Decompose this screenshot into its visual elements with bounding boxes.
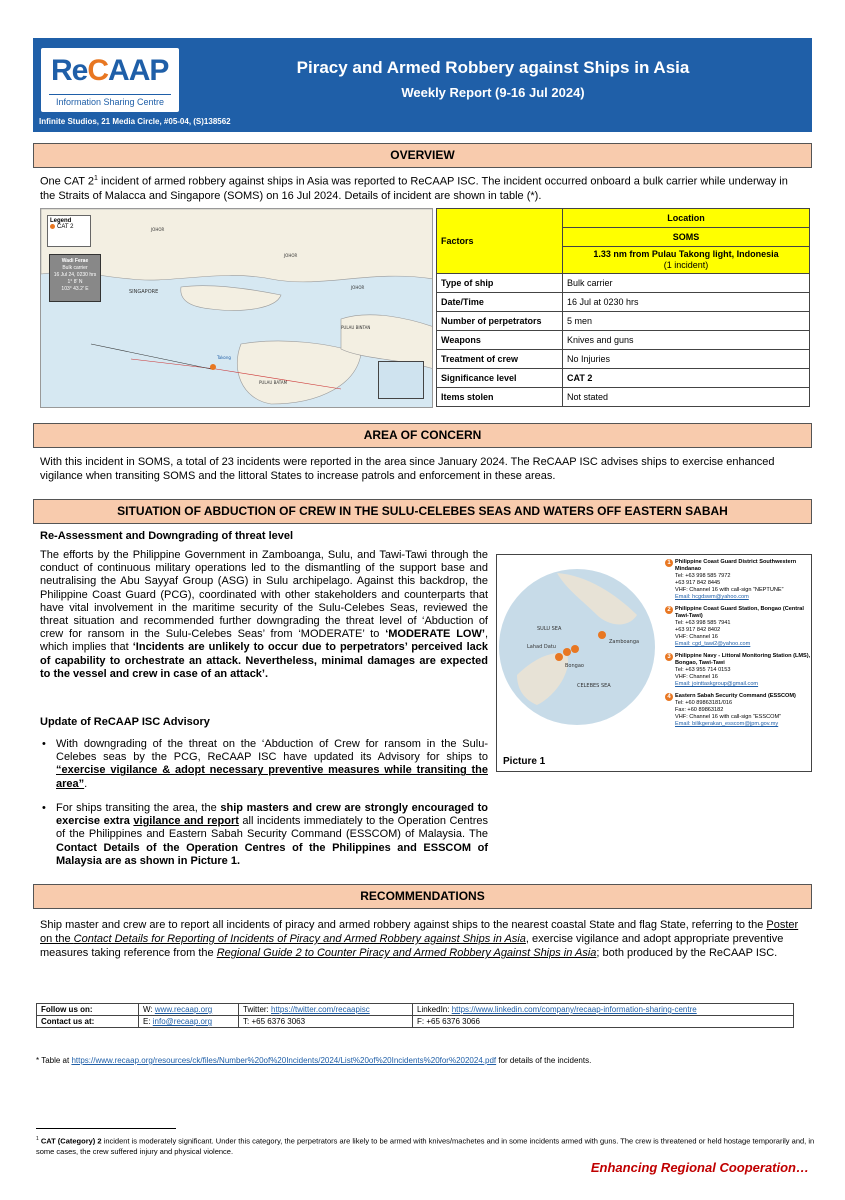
linkedin-link[interactable]: https://www.linkedin.com/company/recaap-information-sharing-centre xyxy=(451,1005,697,1014)
table-row: Items stolen Not stated xyxy=(437,388,810,407)
overview-text: One CAT $2^1$ incident of armed robbery against ships in Asia was reported to ReCAAP ISC. The incident occurred onboard a bulk carrier while underway in the Straits of Malacca and Singapore (SOMS) on 16 Jul 2024. Details of incident are shown in table (*). xyxy=(40,175,788,202)
contact-item: 1 Philippine Coast Guard District Southwestern Mindanao Tel: +63 998 585 7972 +63 917 842 8445 VHF: Channel 16 with call-sign “NEPTUNE” Email: hcgdswm@yahoo.com xyxy=(665,559,811,601)
advisory-heading: Update of ReCAAP ISC Advisory xyxy=(40,716,210,728)
telephone: T: +65 6376 3063 xyxy=(239,1016,413,1028)
contact-item: 4 Eastern Sabah Security Command (ESSCOM) Tel: +60 89863181/016 Fax: +60 89863182 VHF: Channel 16 with call-sign “ESSCOM” Email: bilikgerakan_esscom@jpm.gov.my xyxy=(665,693,811,728)
address: Infinite Studios, 21 Media Circle, #05-04, (S)138562 xyxy=(39,117,231,126)
picture-1 xyxy=(496,554,812,772)
svg-text:Takong: Takong xyxy=(217,355,231,360)
footnote: $^1$ CAT (Category) 2 incident is moderately significant. Under this category, the perpetrators are likely to be armed with knives/machetes and in some incidents armed with guns. The crew is threatened or held hostage temporarily and, in some cases, the crew suffered injury and physical violence. xyxy=(36,1136,815,1156)
area-text: With this incident in SOMS, a total of 23 incidents were reported in the area since January 2024. The ReCAAP ISC advises ships to exercise enhanced vigilance when transiting SOMS and the littoral States to increase patrols and enforcement in these areas. xyxy=(40,456,775,482)
svg-text:Bongao: Bongao xyxy=(565,663,584,669)
fax: F: +65 6376 3066 xyxy=(413,1016,794,1028)
incident-list-link[interactable]: https://www.recaap.org/resources/ck/files/Number%20of%20Incidents/2024/List%20of%20Incidents%20for%202024.pdf xyxy=(71,1056,497,1065)
location-header: Location xyxy=(563,209,810,228)
location-detail: 1.33 nm from Pulau Takong light, Indonesia (1 incident) xyxy=(563,247,810,274)
overview-heading: OVERVIEW xyxy=(33,143,812,168)
report-subtitle: Weekly Report (9-16 Jul 2024) xyxy=(401,85,585,100)
report-header xyxy=(33,38,812,132)
area-heading: AREA OF CONCERN xyxy=(33,423,812,448)
sulu-map-drawing xyxy=(497,555,665,745)
reassessment-heading: Re-Assessment and Downgrading of threat level xyxy=(40,530,294,542)
legend-dot-icon xyxy=(50,224,55,229)
advisory-bullet-1: • With downgrading of the threat on the ‘Abduction of Crew for ransom in the Sulu-Celebes seas by the PCG, ReCAAP ISC have updated its Advisory for ships to “exercise vigilance & adopt necessary preventive measures while transiting the area”. xyxy=(42,738,488,790)
svg-text:JOHOR: JOHOR xyxy=(151,227,165,232)
table-row: Treatment of crew No Injuries xyxy=(437,350,810,369)
table-row: Weapons Knives and guns xyxy=(437,331,810,350)
table-row: Significance level CAT 2 xyxy=(437,369,810,388)
incident-map-drawing xyxy=(41,209,433,408)
table-note: * Table at https://www.recaap.org/resources/ck/files/Number%20of%20Incidents/2024/List%20of%20Incidents%20for%202024.pdf for details of the incidents. xyxy=(36,1056,592,1065)
reassessment-text: The efforts by the Philippine Government in Zamboanga, Sulu, and Tawi-Tawi through the conduct of continuous military operations led to the dismantling of the support base and neutralising the Abu Sayyaf Group (ASG) in Sulu archipelago. Against this backdrop, the Philippine Coast Guard (PCG), coordinated with other stakeholders and counterparts that have vital involvement in the maritime security of the Sulu-Celebes Seas, reviewed the threat situation and recommended further downgrading the threat level of ‘Abduction of crew for ransom in the Sulu-Celebes Seas’ from ‘MODERATE’ to ‘MODERATE LOW’, which implies that ‘Incidents are unlikely to occur due to perpetrators’ perceived lack of capability to orchestrate an attack. Nevertheless, minimal damages are expected to the vessel and crew in case of an attack’. xyxy=(40,549,488,680)
table-row: Number of perpetrators 5 men xyxy=(437,312,810,331)
map-infobox: Wadi Ferae Bulk carrier 16 Jul 24, 0230 hrs 1° 8' N 103° 43.2' E xyxy=(49,254,101,302)
map-legend xyxy=(47,215,91,247)
recaap-logo xyxy=(41,48,179,112)
svg-text:SULU SEA: SULU SEA xyxy=(537,626,562,632)
contact-table: Follow us on: W: www.recaap.org Twitter: https://twitter.com/recaapisc LinkedIn: https://www.linkedin.com/company/recaap-information-sharing-centre Contact us at: E: info@recaap.org T: +65 6376 3063 F: +65 6376 3066 xyxy=(36,1003,794,1028)
incident-marker xyxy=(210,364,216,370)
svg-text:SINGAPORE: SINGAPORE xyxy=(129,289,159,295)
poster-link[interactable]: Poster on the Contact Details for Reporting of Incidents of Piracy and Armed Robbery against Ships in Asia xyxy=(40,919,799,945)
table-row: Date/Time 16 Jul at 0230 hrs xyxy=(437,293,810,312)
map-inset xyxy=(378,361,424,399)
recommendations-heading: RECOMMENDATIONS xyxy=(33,884,812,909)
table-row: Type of ship Bulk carrier xyxy=(437,274,810,293)
logo-subtitle: Information Sharing Centre xyxy=(49,94,171,107)
website-link[interactable]: www.recaap.org xyxy=(154,1005,213,1014)
svg-text:PULAU BATAM: PULAU BATAM xyxy=(259,380,288,385)
svg-text:JOHOR: JOHOR xyxy=(351,285,365,290)
contact-list xyxy=(665,559,811,733)
factors-header: Factors xyxy=(437,209,563,274)
footnote-divider xyxy=(36,1128,176,1129)
svg-text:Zamboanga: Zamboanga xyxy=(609,639,640,645)
svg-text:PULAU BINTAN: PULAU BINTAN xyxy=(341,325,371,330)
contact-label: Contact us at: xyxy=(37,1016,139,1028)
incident-map xyxy=(40,208,433,408)
contact-item: 2 Philippine Coast Guard Station, Bongao (Central Tawi-Tawi) Tel: +63 998 585 7941 +63 917 842 8402 VHF: Channel 16 Email: cgd_tawi2@yahoo.com xyxy=(665,606,811,648)
legend-item: CAT 2 xyxy=(50,224,88,230)
legend-title: Legend xyxy=(50,218,72,224)
contact-item: 3 Philippine Navy - Littoral Monitoring Station (LMS), Bongao, Tawi-Tawi Tel: +63 955 714 0153 VHF: Channel 16 Email: jointtaskgroup@gmail.com xyxy=(665,653,811,688)
follow-label: Follow us on: xyxy=(37,1004,139,1016)
report-title: Piracy and Armed Robbery against Ships in Asia xyxy=(296,58,690,77)
picture-label: Picture 1 xyxy=(503,756,546,767)
svg-text:JOHOR: JOHOR xyxy=(284,253,298,258)
regional-guide-link[interactable]: Regional Guide 2 to Counter Piracy and Armed Robbery Against Ships in Asia xyxy=(216,947,597,959)
tagline: Enhancing Regional Cooperation… xyxy=(590,1160,809,1175)
incident-details-table xyxy=(436,208,810,407)
twitter-link[interactable]: https://twitter.com/recaapisc xyxy=(271,1005,370,1014)
logo-wordmark: ReCAAP xyxy=(51,54,169,87)
location-value: SOMS xyxy=(563,228,810,247)
sulu-heading: SITUATION OF ABDUCTION OF CREW IN THE SULU-CELEBES SEAS AND WATERS OFF EASTERN SABAH xyxy=(33,499,812,524)
recommendations-text: Ship master and crew are to report all incidents of piracy and armed robbery against ships to the nearest coastal State and flag State, referring to the Poster on the Contact Details for Reporting of Incidents of Piracy and Armed Robbery against Ships in Asia, exercise vigilance and adopt appropriate preventive measures taking reference from the Regional Guide 2 to Counter Piracy and Armed Robbery Against Ships in Asia; both produced by the ReCAAP ISC. xyxy=(40,919,799,959)
email-link[interactable]: info@recaap.org xyxy=(152,1017,213,1026)
svg-text:CELEBES SEA: CELEBES SEA xyxy=(577,683,611,689)
svg-text:Lahad Datu: Lahad Datu xyxy=(527,644,556,650)
advisory-bullet-2: • For ships transiting the area, the ship masters and crew are strongly encouraged to exercise extra vigilance and report all incidents immediately to the Operation Centres of the Philippines and Eastern Sabah Security Command (ESSCOM) of Malaysia. The Contact Details of the Operation Centres of the Philippines and ESSCOM of Malaysia are as shown in Picture 1. xyxy=(42,802,488,867)
